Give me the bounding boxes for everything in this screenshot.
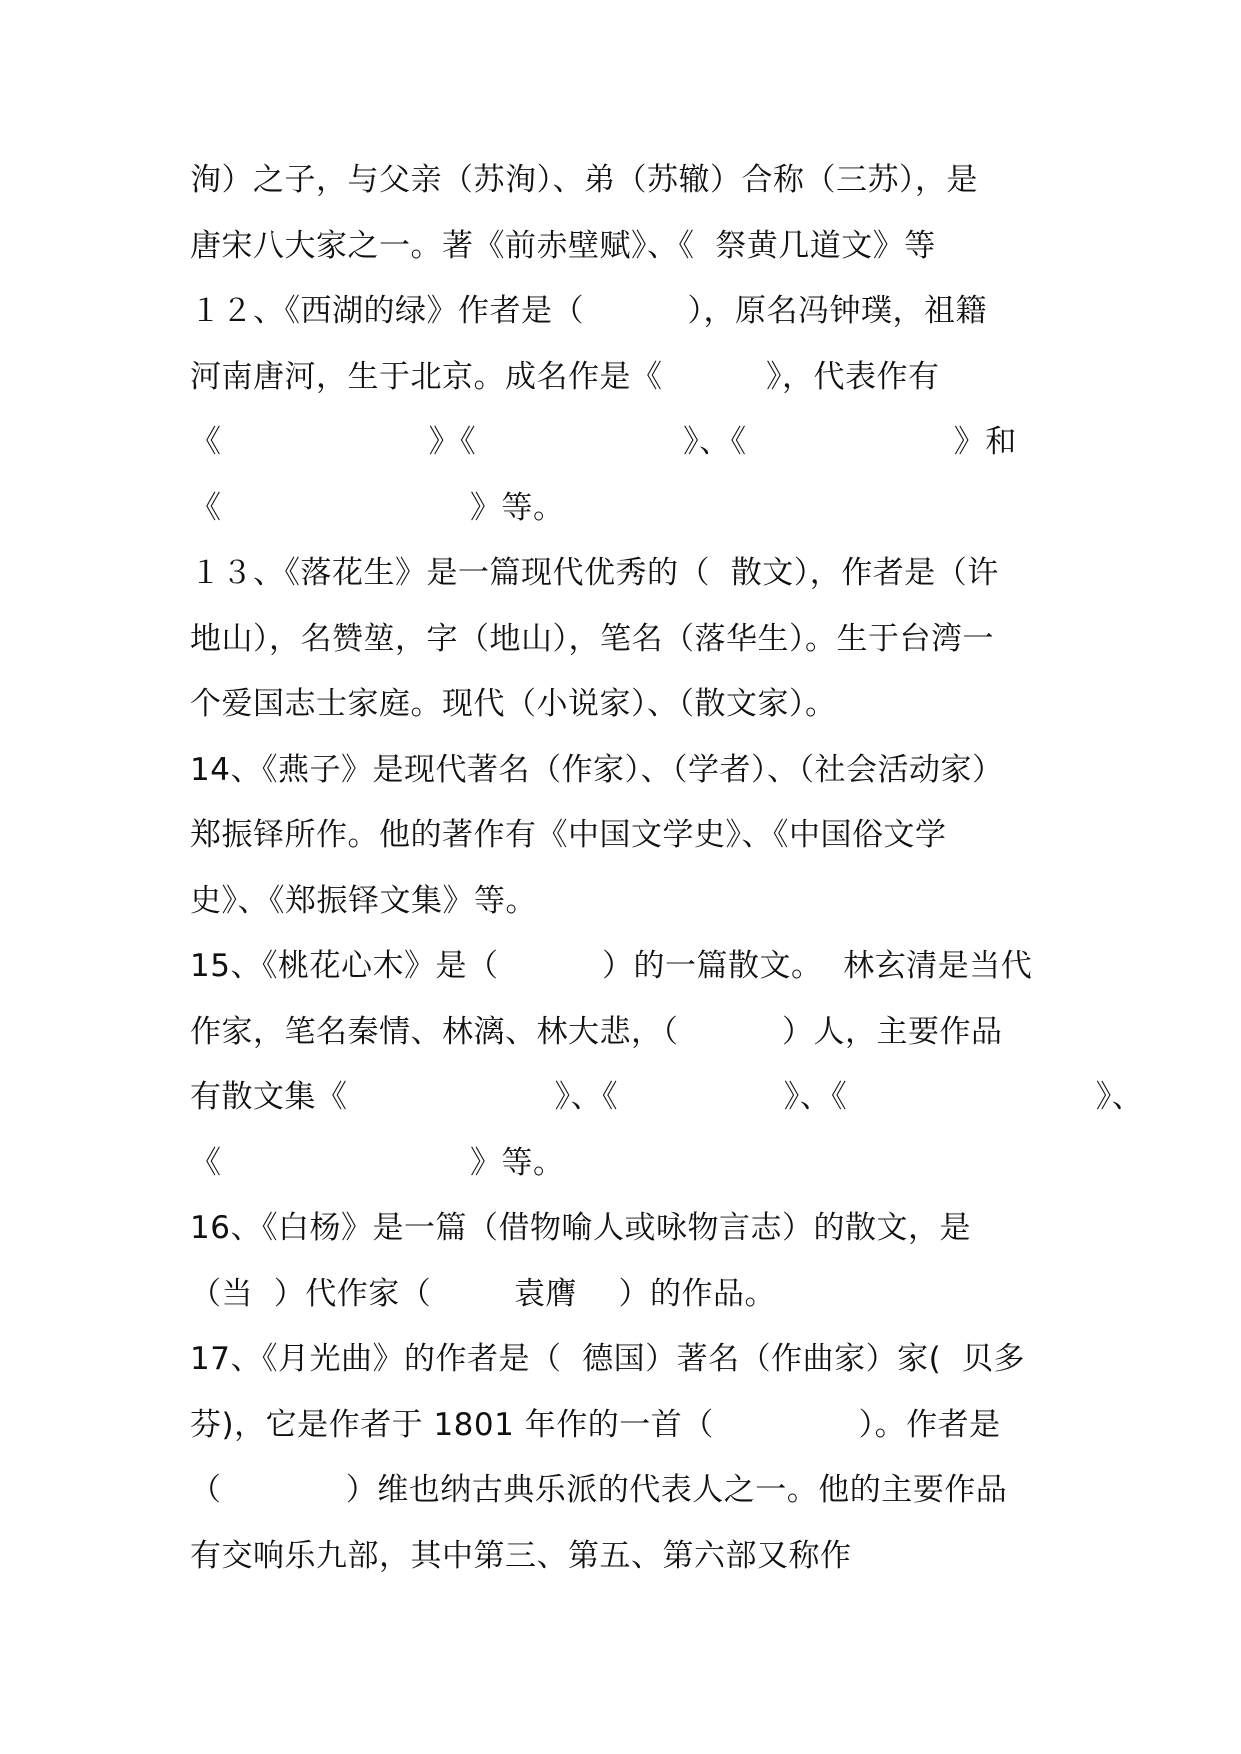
text-line: 《 》等。 bbox=[190, 1144, 565, 1181]
text-line: 17、《月光曲》的作者是（ 德国）著名（作曲家）家( 贝多 bbox=[190, 1341, 1025, 1377]
text-line: 地山），名赞堃，字（地山），笔名（落华生）。生于台湾一 bbox=[190, 620, 994, 657]
text-line: 河南唐河，生于北京。成名作是《 》，代表作有 bbox=[190, 358, 940, 395]
text-line: （ ）维也纳古典乐派的代表人之一。他的主要作品 bbox=[190, 1472, 1008, 1508]
text-line: １２、《西湖的绿》作者是（ ），原名冯钟璞，祖籍 bbox=[190, 293, 988, 329]
text-line: 《 》《 》、《 》和 bbox=[190, 424, 1017, 460]
text-line: 有散文集《 》、《 》、《 》、 bbox=[190, 1079, 1144, 1115]
text-line: 有交响乐九部，其中第三、第五、第六部又称作 bbox=[190, 1537, 852, 1574]
text-line: 个爱国志士家庭。现代（小说家）、（散文家）。 bbox=[190, 686, 837, 722]
text-line: （当 ）代作家（ 袁膺 ）的作品。 bbox=[190, 1275, 776, 1312]
text-line: 15、《桃花心木》是（ ）的一篇散文。 林玄清是当代 bbox=[190, 948, 1033, 984]
text-line: 16、《白杨》是一篇（借物喻人或咏物言志）的散文，是 bbox=[190, 1210, 971, 1246]
text-line: 作家，笔名秦情、林漓、林大悲，（ ）人，主要作品 bbox=[190, 1013, 1003, 1050]
text-line: 《 》等。 bbox=[190, 489, 565, 526]
text-line: 史》、《郑振铎文集》等。 bbox=[190, 882, 537, 919]
document-body bbox=[190, 148, 1144, 1589]
text-line: 郑振铎所作。他的著作有《中国文学史》、《中国俗文学 bbox=[190, 817, 947, 853]
text-line: 唐宋八大家之一。著《前赤壁赋》、《 祭黄几道文》等 bbox=[190, 227, 936, 264]
text-line: 14、《燕子》是现代著名（作家）、（学者）、（社会活动家） bbox=[190, 751, 1004, 788]
text-line: １３、《落花生》是一篇现代优秀的（ 散文），作者是（许 bbox=[190, 555, 999, 591]
text-line: 洵）之子，与父亲（苏洵）、弟（苏辙）合称（三苏），是 bbox=[190, 162, 978, 198]
text-line: 芬)，它是作者于 1801 年作的一首（ ）。作者是 bbox=[190, 1406, 1001, 1443]
